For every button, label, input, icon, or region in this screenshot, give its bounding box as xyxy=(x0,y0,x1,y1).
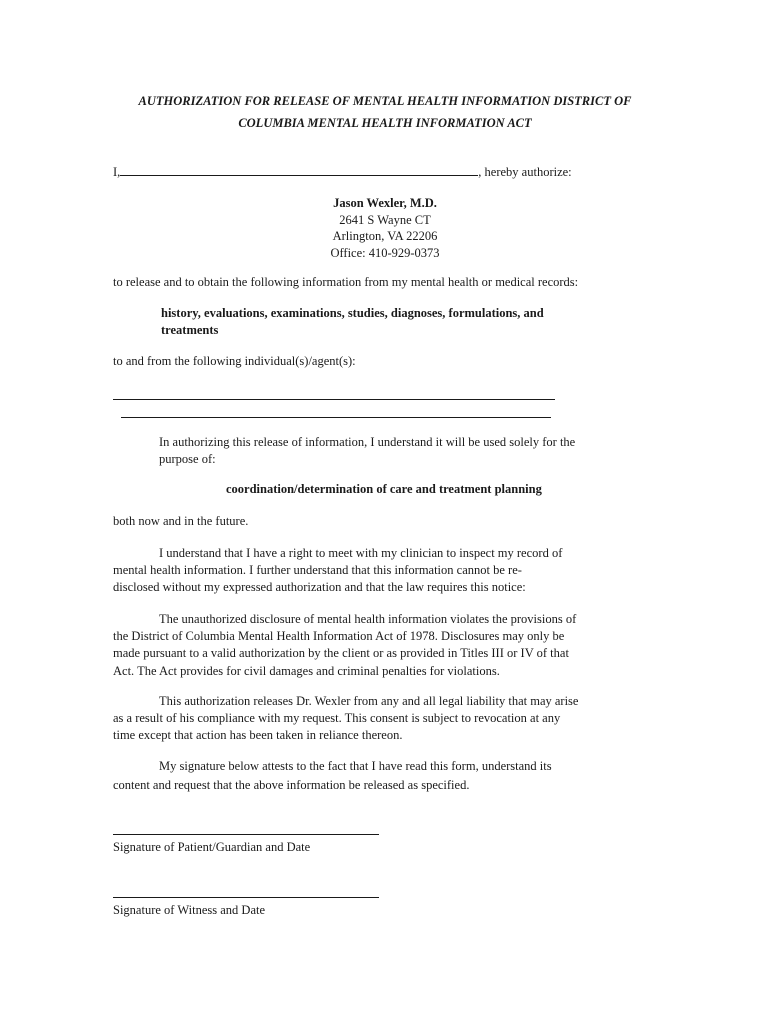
liability-line-2: as a result of his compliance with my request. This consent is subject to revocation at any xyxy=(113,711,561,726)
provider-office-phone: Office: 410-929-0373 xyxy=(330,245,440,260)
notice-line-4: Act. The Act provides for civil damages and criminal penalties for violations. xyxy=(113,663,500,678)
purpose-timeframe: both now and in the future. xyxy=(113,514,249,528)
form-title xyxy=(60,90,710,134)
information-types-line-1: history, evaluations, examinations, studies, diagnoses, formulations, and xyxy=(161,306,544,320)
purpose-line-2: purpose of: xyxy=(159,452,216,467)
attest-paragraph xyxy=(113,757,658,795)
notice-paragraph xyxy=(113,611,658,680)
provider-name: Jason Wexler, M.D. xyxy=(333,196,437,210)
purpose-value: coordination/determination of care and treatment planning xyxy=(226,482,542,496)
liability-line-1: This authorization releases Dr. Wexler from any and all legal liability that may arise xyxy=(159,694,579,708)
patient-signature-label: Signature of Patient/Guardian and Date xyxy=(113,840,311,854)
agent-blank-line-2[interactable] xyxy=(121,417,551,418)
provider-address-1: 2641 S Wayne CT xyxy=(339,212,431,227)
agent-blank-line-1[interactable] xyxy=(113,399,555,400)
authorize-suffix: , hereby authorize: xyxy=(478,165,572,179)
notice-line-1: The unauthorized disclosure of mental health information violates the provisions of xyxy=(159,612,577,626)
provider-block xyxy=(285,195,485,261)
rights-paragraph xyxy=(113,545,658,597)
patient-signature-line[interactable] xyxy=(113,834,379,835)
purpose-paragraph xyxy=(159,434,704,468)
liability-line-3: time except that action has been taken in reliance thereon. xyxy=(113,728,403,743)
release-text: to release and to obtain the following information from my mental health or medical records: xyxy=(113,275,579,289)
patient-name-blank[interactable] xyxy=(120,164,478,176)
liability-paragraph xyxy=(113,693,658,745)
form-title-line-1: AUTHORIZATION FOR RELEASE OF MENTAL HEALTH INFORMATION DISTRICT OF xyxy=(138,94,632,108)
authorize-line xyxy=(113,164,572,180)
attest-line-1: My signature below attests to the fact that I have read this form, understand its xyxy=(159,759,552,773)
notice-line-3: made pursuant to a valid authorization by the client or as provided in Titles III or IV of that xyxy=(113,646,569,661)
information-types-line-2: treatments xyxy=(161,323,219,337)
rights-line-1: I understand that I have a right to meet with my clinician to inspect my record of xyxy=(159,546,563,560)
to-from-text: to and from the following individual(s)/agent(s): xyxy=(113,354,356,368)
authorize-prefix: I, xyxy=(113,165,121,179)
notice-line-2: the District of Columbia Mental Health Information Act of 1978. Disclosures may only be xyxy=(113,629,565,644)
witness-signature-line[interactable] xyxy=(113,897,379,898)
information-types xyxy=(161,305,706,339)
provider-address-2: Arlington, VA 22206 xyxy=(332,229,438,243)
form-title-line-2: COLUMBIA MENTAL HEALTH INFORMATION ACT xyxy=(238,116,532,130)
attest-line-2: content and request that the above information be released as specified. xyxy=(113,778,470,792)
purpose-line-1: In authorizing this release of information, I understand it will be used solely for the xyxy=(159,435,576,449)
witness-signature-label: Signature of Witness and Date xyxy=(113,903,266,917)
rights-line-2: mental health information. I further understand that this information cannot be re- xyxy=(113,563,522,578)
rights-line-3: disclosed without my expressed authorization and that the law requires this notice: xyxy=(113,580,526,595)
